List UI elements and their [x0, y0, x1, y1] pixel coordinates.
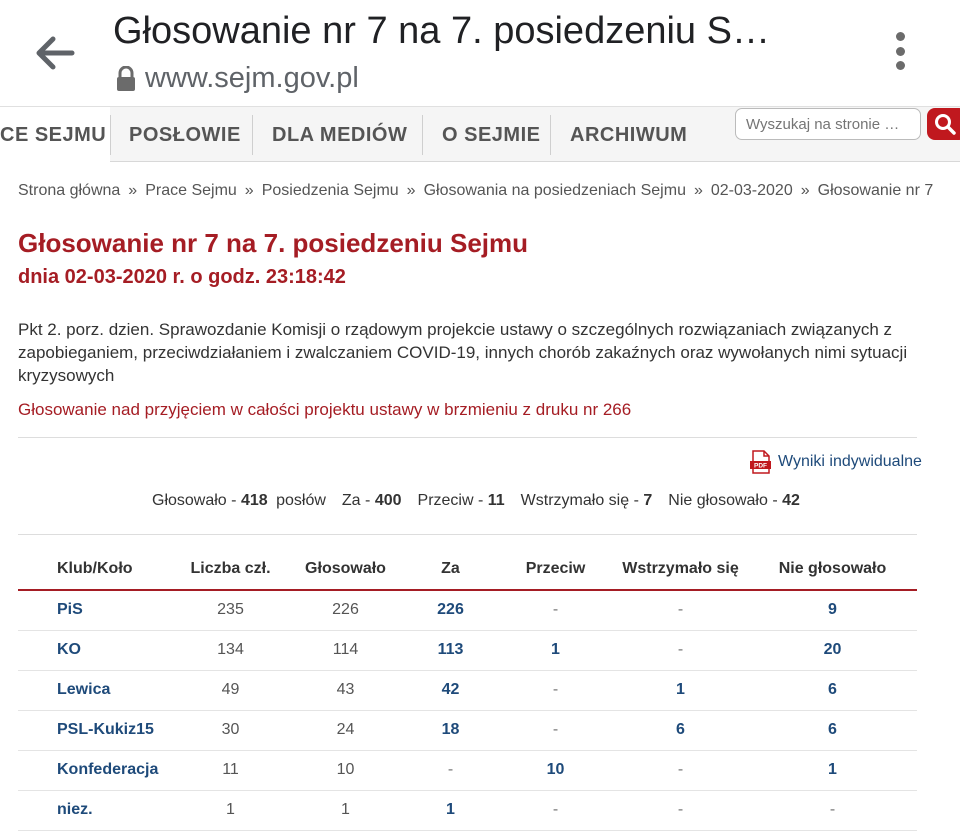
- vote-count-link[interactable]: 1: [613, 670, 748, 710]
- search-button[interactable]: [927, 108, 960, 140]
- vote-count-link[interactable]: 10: [498, 750, 613, 790]
- club-name-link[interactable]: PiS: [18, 590, 173, 630]
- back-arrow-icon: [35, 36, 75, 70]
- column-header: Głosowało: [288, 548, 403, 590]
- table-cell: -: [613, 790, 748, 830]
- table-cell: -: [613, 590, 748, 630]
- table-cell: 235: [173, 590, 288, 630]
- table-cell: 1: [288, 790, 403, 830]
- divider: [18, 534, 917, 535]
- table-cell: -: [748, 790, 917, 830]
- summary-abstained-label: Wstrzymało się -: [520, 492, 639, 509]
- table-cell: -: [498, 590, 613, 630]
- summary-voted-label: Głosowało -: [152, 492, 237, 509]
- search-field[interactable]: [735, 108, 921, 140]
- summary-not-voted: [668, 492, 800, 510]
- table-cell: 11: [173, 750, 288, 790]
- nav-divider: [110, 115, 111, 155]
- table-row: [18, 630, 917, 670]
- table-cell: 49: [173, 670, 288, 710]
- summary-not-voted-value: 42: [782, 492, 800, 509]
- table-header-row: [18, 548, 917, 590]
- results-table-body: [18, 590, 917, 830]
- nav-item-o-sejmie[interactable]: O SEJMIE: [442, 123, 541, 146]
- summary-against: [418, 492, 505, 510]
- column-header: Przeciw: [498, 548, 613, 590]
- nav-item-dla-mediow[interactable]: DLA MEDIÓW: [272, 123, 408, 146]
- summary-for-label: Za -: [341, 492, 371, 509]
- browser-toolbar: [0, 0, 960, 106]
- url-bar[interactable]: [115, 62, 359, 95]
- vote-summary: [152, 492, 816, 510]
- vote-count-link[interactable]: 113: [403, 630, 498, 670]
- column-header: Wstrzymało się: [613, 548, 748, 590]
- summary-abstained: [521, 492, 653, 510]
- club-name-link[interactable]: Konfederacja: [18, 750, 173, 790]
- page-subtitle: dnia 02-03-2020 r. o godz. 23:18:42: [18, 266, 346, 288]
- column-header: Nie głosowało: [748, 548, 917, 590]
- breadcrumb-item[interactable]: Posiedzenia Sejmu: [261, 182, 399, 199]
- table-row: [18, 670, 917, 710]
- summary-for-value: 400: [374, 492, 402, 509]
- summary-against-value: 11: [487, 492, 505, 509]
- table-cell: 1: [173, 790, 288, 830]
- menu-dot: [896, 61, 905, 70]
- vote-count-link[interactable]: 1: [403, 790, 498, 830]
- table-cell: -: [498, 790, 613, 830]
- vote-count-link[interactable]: 6: [748, 710, 917, 750]
- svg-text:PDF: PDF: [754, 462, 767, 470]
- vote-count-link[interactable]: 1: [748, 750, 917, 790]
- breadcrumb-separator: »: [244, 182, 254, 199]
- agenda-description: Pkt 2. porz. dzien. Sprawozdanie Komisji o rządowym projekcie ustawy o szczególnych rozwiązaniach związanych z zapobieganiem, przeciwdziałaniem i zwalczaniem COVID-19, innych chorób zakaźnych oraz wywołanych nimi sytuacji kryzysowych: [18, 320, 908, 385]
- page-title: Głosowanie nr 7 na 7. posiedzeniu Sejmu: [18, 228, 529, 258]
- breadcrumb-item[interactable]: Strona główna: [18, 182, 121, 199]
- summary-voted-value: 418: [240, 492, 268, 509]
- summary-not-voted-label: Nie głosowało -: [668, 492, 778, 509]
- table-row: [18, 750, 917, 790]
- pdf-icon: [750, 450, 772, 474]
- search-input[interactable]: [746, 116, 916, 133]
- club-name-link[interactable]: Lewica: [18, 670, 173, 710]
- vote-count-link[interactable]: 226: [403, 590, 498, 630]
- nav-item-poslowie[interactable]: POSŁOWIE: [129, 123, 241, 146]
- column-header: Za: [403, 548, 498, 590]
- menu-dot: [896, 47, 905, 56]
- breadcrumb-item[interactable]: 02-03-2020: [710, 182, 793, 199]
- vote-count-link[interactable]: 18: [403, 710, 498, 750]
- nav-divider: [550, 115, 551, 155]
- vote-topic: Głosowanie nad przyjęciem w całości projektu ustawy w brzmieniu z druku nr 266: [18, 400, 632, 419]
- table-cell: 24: [288, 710, 403, 750]
- vote-count-link[interactable]: 6: [748, 670, 917, 710]
- search-icon: [933, 112, 957, 136]
- summary-voted-suffix: posłów: [276, 492, 326, 509]
- vote-count-link[interactable]: 42: [403, 670, 498, 710]
- divider: [18, 437, 917, 438]
- vote-count-link[interactable]: 20: [748, 630, 917, 670]
- summary-abstained-value: 7: [643, 492, 653, 509]
- lock-icon: [115, 66, 137, 92]
- table-cell: 134: [173, 630, 288, 670]
- table-cell: 226: [288, 590, 403, 630]
- individual-results-label: Wyniki indywidualne: [778, 453, 922, 470]
- breadcrumb-separator: »: [128, 182, 138, 199]
- summary-against-label: Przeciw -: [417, 492, 484, 509]
- table-cell: -: [498, 710, 613, 750]
- results-table: [18, 548, 917, 831]
- summary-for: [342, 492, 402, 510]
- individual-results-link[interactable]: [750, 450, 922, 474]
- table-cell: 114: [288, 630, 403, 670]
- breadcrumb: [18, 182, 933, 200]
- table-cell: -: [613, 630, 748, 670]
- url-text: www.sejm.gov.pl: [145, 62, 359, 94]
- breadcrumb-item[interactable]: Głosowania na posiedzeniach Sejmu: [423, 182, 686, 199]
- nav-item-prace-sejmu[interactable]: CE SEJMU: [0, 107, 110, 163]
- table-cell: 43: [288, 670, 403, 710]
- breadcrumb-separator: »: [800, 182, 810, 199]
- nav-item-archiwum[interactable]: ARCHIWUM: [570, 123, 688, 146]
- breadcrumb-current: Głosowanie nr 7: [817, 182, 934, 199]
- club-name-link[interactable]: KO: [18, 630, 173, 670]
- nav-divider: [422, 115, 423, 155]
- club-name-link[interactable]: niez.: [18, 790, 173, 830]
- vote-count-link[interactable]: 1: [498, 630, 613, 670]
- column-header: Liczba czł.: [173, 548, 288, 590]
- back-button[interactable]: [30, 30, 80, 76]
- vote-count-link[interactable]: 9: [748, 590, 917, 630]
- vote-count-link[interactable]: 6: [613, 710, 748, 750]
- table-cell: 10: [288, 750, 403, 790]
- breadcrumb-separator: »: [406, 182, 416, 199]
- breadcrumb-item[interactable]: Prace Sejmu: [145, 182, 237, 199]
- summary-voted: [152, 492, 326, 510]
- table-cell: -: [403, 750, 498, 790]
- column-header: Klub/Koło: [18, 548, 173, 590]
- table-row: [18, 590, 917, 630]
- tab-title: Głosowanie nr 7 na 7. posiedzeniu S…: [113, 10, 770, 52]
- table-cell: -: [613, 750, 748, 790]
- table-cell: -: [498, 670, 613, 710]
- table-cell: 30: [173, 710, 288, 750]
- menu-dot: [896, 32, 905, 41]
- club-name-link[interactable]: PSL-Kukiz15: [18, 710, 173, 750]
- kebab-menu-icon[interactable]: [886, 28, 914, 74]
- table-row: [18, 710, 917, 750]
- table-row: [18, 790, 917, 830]
- nav-divider: [252, 115, 253, 155]
- breadcrumb-separator: »: [693, 182, 703, 199]
